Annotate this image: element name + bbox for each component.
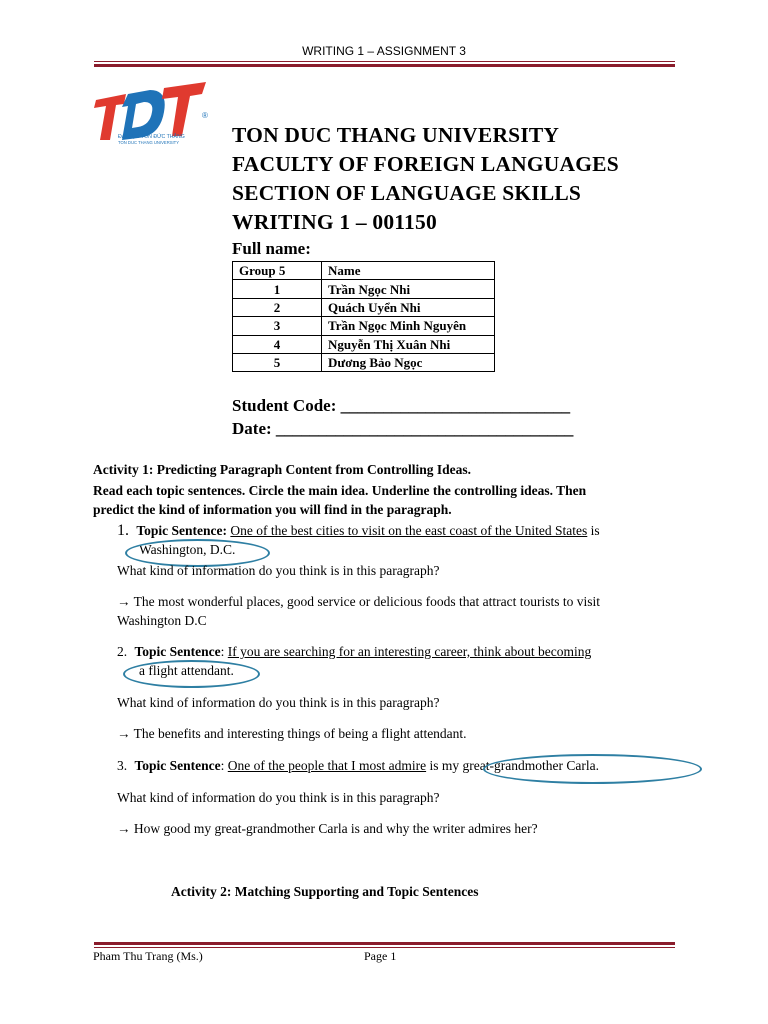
member-name: Quách Uyển Nhi	[322, 298, 495, 316]
footer-rule-thick	[94, 942, 675, 945]
registered-mark: ®	[202, 111, 208, 120]
logo-caption-1: ĐẠI HỌC TÔN ĐỨC THẮNG	[118, 134, 185, 140]
member-number: 2	[233, 298, 322, 316]
table-header-name: Name	[322, 262, 495, 280]
item3-answer	[117, 821, 538, 837]
table-row	[233, 353, 495, 371]
title-university: TON DUC THANG UNIVERSITY	[232, 123, 560, 147]
title-section: SECTION OF LANGUAGE SKILLS	[232, 181, 582, 205]
activity1-title: Activity 1: Predicting Paragraph Content from Controlling Ideas.	[93, 462, 471, 477]
header-rule-thick	[94, 64, 675, 67]
item3-number: 3.	[117, 758, 128, 773]
member-name: Trần Ngọc Minh Nguyên	[322, 317, 495, 335]
arrow-icon: →	[117, 821, 131, 836]
footer-rule-thin	[94, 947, 675, 948]
activity2-title: Activity 2: Matching Supporting and Topic Sentences	[171, 884, 479, 899]
item3-colon: :	[220, 758, 225, 773]
activity1-instructions-1: Read each topic sentences. Circle the main idea. Underline the controlling ideas. Then	[93, 483, 587, 498]
member-number: 5	[233, 353, 322, 371]
item3-label: Topic Sentence	[134, 758, 221, 773]
item3-answer-text: How good my great-grandmother Carla is and why the writer admires her?	[133, 821, 538, 836]
item2-main-idea: a flight attendant.	[139, 663, 234, 678]
item3-rest: is	[426, 758, 439, 773]
item3-main-idea: my great-grandmother Carla.	[441, 758, 599, 773]
full-name-label: Full name:	[232, 239, 311, 258]
item1-label: Topic Sentence:	[136, 523, 227, 538]
title-faculty: FACULTY OF FOREIGN LANGUAGES	[232, 152, 619, 176]
table-header-group: Group 5	[233, 262, 322, 280]
group-members-table	[232, 261, 495, 372]
header-rule-thin	[94, 61, 675, 62]
item2-answer	[117, 726, 467, 742]
title-course: WRITING 1 – 001150	[232, 210, 437, 234]
member-number: 1	[233, 280, 322, 298]
item2-controlling-idea: If you are searching for an interesting career, think about becoming	[227, 644, 592, 659]
member-name: Nguyễn Thị Xuân Nhi	[322, 335, 495, 353]
table-row	[233, 298, 495, 316]
tdt-logo-graphic	[92, 80, 212, 150]
item2-number: 2.	[117, 644, 128, 659]
table-header-row	[233, 262, 495, 280]
item1-answer-line2: Washington D.C	[117, 613, 207, 628]
footer-author: Pham Thu Trang (Ms.)	[93, 949, 203, 963]
table-row	[233, 335, 495, 353]
item1-answer	[117, 594, 600, 610]
arrow-icon: →	[117, 726, 131, 741]
item1-topic-sentence	[117, 522, 600, 540]
item1-controlling-idea: One of the best cities to visit on the east coast of the United States	[230, 523, 588, 538]
item3-controlling-idea: One of the people that I most admire	[227, 758, 427, 773]
item1-main-idea: Washington, D.C.	[139, 542, 236, 557]
member-number: 4	[233, 335, 322, 353]
item3-circle	[483, 754, 702, 784]
item2-question: What kind of information do you think is in this paragraph?	[117, 695, 440, 710]
item1-rest: is	[587, 523, 600, 538]
arrow-icon: →	[117, 594, 131, 609]
item1-number: 1.	[117, 522, 129, 539]
item2-label: Topic Sentence	[134, 644, 221, 659]
item2-circle	[123, 660, 260, 688]
running-header: WRITING 1 – ASSIGNMENT 3	[302, 44, 466, 58]
date-field: Date: ___________________________________	[232, 419, 574, 438]
member-name: Dương Bảo Ngọc	[322, 353, 495, 371]
table-row	[233, 317, 495, 335]
item1-question: What kind of information do you think is in this paragraph?	[117, 563, 440, 578]
member-name: Trần Ngọc Nhi	[322, 280, 495, 298]
activity1-instructions-2: predict the kind of information you will find in the paragraph.	[93, 502, 452, 517]
item2-topic-sentence	[117, 644, 591, 660]
table-row	[233, 280, 495, 298]
logo-caption-2: TON DUC THANG UNIVERSITY	[118, 140, 180, 145]
university-logo	[92, 80, 212, 150]
student-code-field: Student Code: ___________________________	[232, 396, 571, 415]
item2-answer-text: The benefits and interesting things of being a flight attendant.	[133, 726, 467, 741]
item2-colon: :	[220, 644, 225, 659]
item3-question: What kind of information do you think is in this paragraph?	[117, 790, 440, 805]
member-number: 3	[233, 317, 322, 335]
item1-answer-text: The most wonderful places, good service or delicious foods that attract tourists to visit	[133, 594, 601, 609]
footer-page-number: Page 1	[364, 949, 397, 963]
